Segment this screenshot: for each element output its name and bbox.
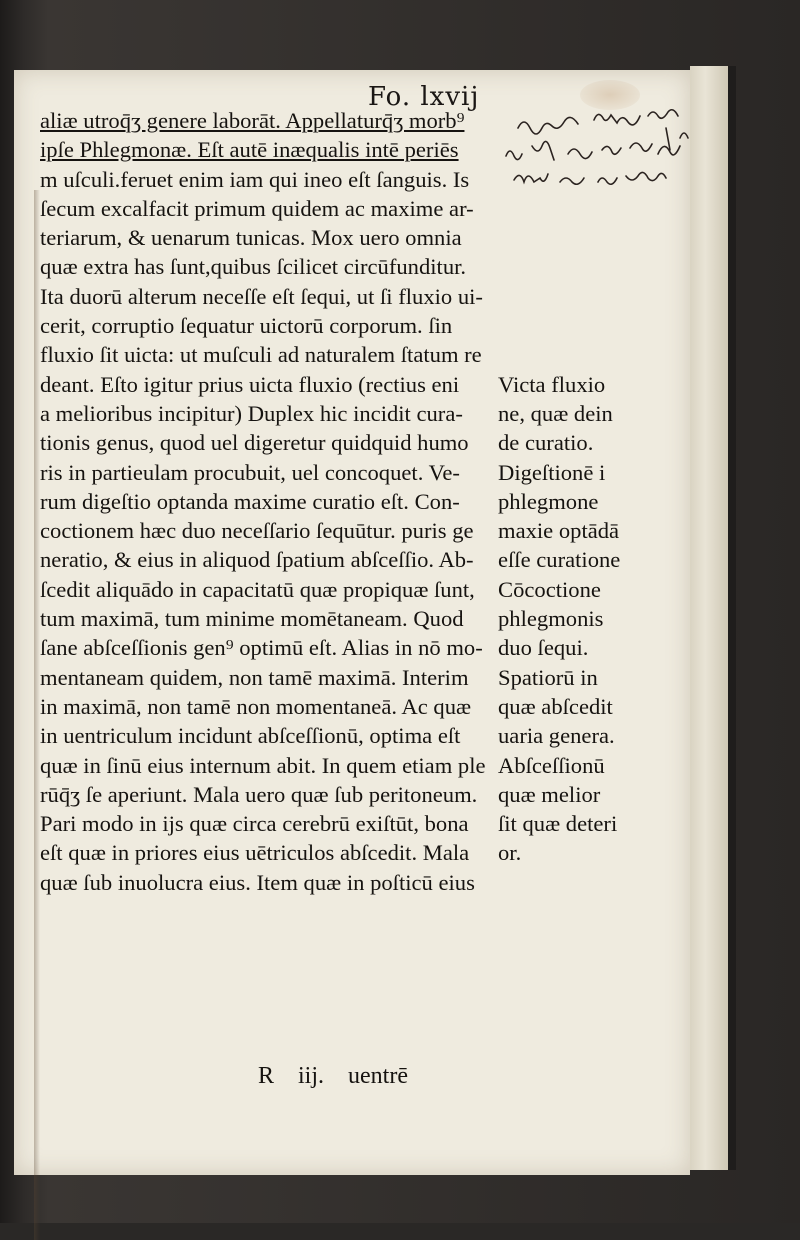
text-left: rum digeſtio optanda maxime curatio eſt. Con-	[40, 488, 460, 514]
side-note: ſit quæ deteri	[498, 811, 618, 837]
text-line	[40, 165, 690, 194]
text-left: quæ in ſinū eius internum abit. In quem etiam ple	[40, 752, 486, 778]
side-note: maxie optādā	[498, 518, 620, 544]
text-line	[40, 692, 690, 721]
text-left: tionis genus, quod uel digeretur quidquid humo	[40, 430, 469, 456]
side-note: quæ melior	[498, 781, 601, 807]
side-note: duo ſequi.	[498, 635, 589, 661]
text-line	[40, 194, 690, 223]
signature-catchword: R iij. uentrē	[258, 1063, 408, 1089]
text-line	[40, 487, 690, 516]
text-left: ris in partieulam procubuit, uel concoquet. Ve-	[40, 459, 460, 485]
text-left: neratio, & eius in aliquod ſpatium abſceſſio. Ab-	[40, 547, 474, 573]
text-line	[40, 340, 690, 369]
side-note: Abſceſſionū	[498, 752, 605, 778]
text-left: Pari modo in ijs quæ circa cerebrū exiſtūt, bona	[40, 811, 469, 837]
side-note: de curatio.	[498, 430, 594, 456]
text-left: fluxio ſit uicta: ut muſculi ad naturalem ſtatum re	[40, 342, 482, 368]
text-line	[40, 428, 690, 457]
text-line	[40, 135, 690, 164]
text-line	[40, 838, 690, 867]
text-left: eſt quæ in priores eius uētriculos abſcedit. Mala	[40, 840, 470, 866]
side-note: phlegmonis	[498, 606, 604, 632]
text-left: in uentriculum incidunt abſceſſionū, optima eſt	[40, 723, 461, 749]
text-line	[40, 604, 690, 633]
text-line	[40, 282, 690, 311]
text-left: quæ extra has ſunt,quibus ſcilicet circūfunditur.	[40, 254, 467, 280]
text-line	[40, 516, 690, 545]
side-note: phlegmone	[498, 488, 599, 514]
side-note: ne, quæ dein	[498, 400, 613, 426]
text-line	[40, 663, 690, 692]
text-left: a melioribus incipitur) Duplex hic incidit cura-	[40, 400, 463, 426]
text-line	[40, 252, 690, 281]
text-left: m uſculi.feruet enim iam qui ineo eſt ſanguis. Is	[40, 166, 470, 192]
side-note: Digeſtionē i	[498, 459, 606, 485]
text-line	[40, 545, 690, 574]
text-left: in maximā, non tamē non momentaneā. Ac quæ	[40, 693, 472, 719]
side-note: Victa fluxio	[498, 371, 606, 397]
text-line	[40, 311, 690, 340]
text-line	[40, 458, 690, 487]
running-head-folio: Fo. lxvij	[368, 82, 480, 112]
text-line	[40, 370, 690, 399]
text-line	[40, 399, 690, 428]
side-note: Cōcoctione	[498, 576, 601, 602]
text-left: mentaneam quidem, non tamē maximā. Interim	[40, 664, 469, 690]
text-left: ſane abſceſſionis gen⁹ optimū eſt. Alias in nō mo-	[40, 635, 483, 661]
text-line	[40, 633, 690, 662]
text-left: aliæ utroq̄ʒ genere laborāt. Appellaturq̄ʒ morb⁹	[40, 108, 465, 133]
main-text-block	[40, 106, 690, 897]
text-left: deant. Eſto igitur prius uicta fluxio (rectius eni	[40, 371, 460, 397]
text-left: tum maximā, tum minime momētaneam. Quod	[40, 606, 464, 632]
text-left: rūq̄ʒ ſe aperiunt. Mala uero quæ ſub peritoneum.	[40, 781, 478, 807]
text-line	[40, 780, 690, 809]
text-left: coctionem hæc duo neceſſario ſequūtur. puris ge	[40, 518, 474, 544]
text-left: quæ ſub inuolucra eius. Item quæ in poſticū eius	[40, 869, 475, 895]
page-edge	[690, 66, 728, 1170]
side-note: uaria genera.	[498, 723, 615, 749]
text-left: ipſe Phlegmonæ. Eſt autē inæqualis intē periēs	[40, 137, 459, 163]
side-note: eſſe curatione	[498, 547, 621, 573]
text-left: ſecum excalfacit primum quidem ac maxime ar-	[40, 195, 474, 221]
text-left: Ita duorū alterum neceſſe eſt ſequi, ut ſi fluxio ui-	[40, 283, 483, 309]
side-note: quæ abſcedit	[498, 693, 613, 719]
text-line	[40, 223, 690, 252]
text-line	[40, 809, 690, 838]
text-line	[40, 721, 690, 750]
text-left: ſcedit aliquādo in capacitatū quæ propiquæ ſunt,	[40, 576, 475, 602]
text-line	[40, 106, 690, 135]
text-line	[40, 575, 690, 604]
text-left: cerit, corruptio ſequatur uictorū corporum. ſin	[40, 313, 453, 339]
text-line	[40, 868, 690, 897]
text-line	[40, 751, 690, 780]
side-note: or.	[498, 840, 522, 866]
text-left: teriarum, & uenarum tunicas. Mox uero omnia	[40, 225, 462, 251]
side-note: Spatiorū in	[498, 664, 598, 690]
